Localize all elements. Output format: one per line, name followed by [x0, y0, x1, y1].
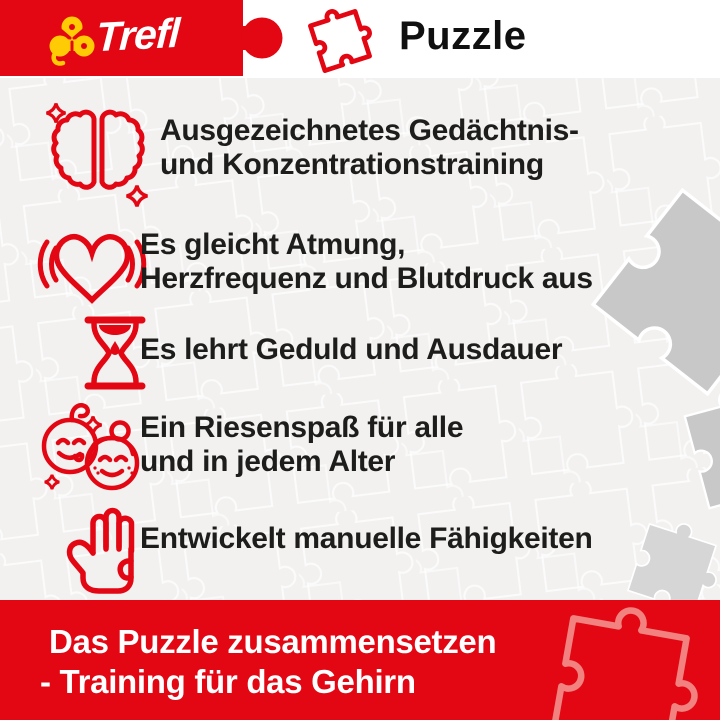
feature-line: Ein Riesenspaß für alle — [140, 411, 464, 444]
banner-line: - Training für das Gehirn — [40, 663, 416, 700]
feature-text-heart — [140, 228, 593, 296]
feature-line: Herzfrequenz und Blutdruck aus — [140, 262, 593, 295]
beating-heart-icon — [33, 223, 151, 305]
gray-piece-large — [593, 172, 720, 407]
feature-text-memory — [160, 114, 579, 182]
bottom-banner — [0, 600, 720, 720]
sparkle-icon — [45, 475, 59, 489]
feature-text-patience — [140, 333, 562, 367]
banner-line: Das Puzzle zusammensetzen — [49, 623, 497, 660]
sparkle-icon — [84, 416, 101, 433]
feature-line: und in jedem Alter — [140, 445, 396, 478]
sparkle-icon — [127, 186, 148, 207]
brain-icon — [43, 99, 148, 209]
banner-text — [40, 622, 496, 702]
banner-puzzle-outline-icon — [500, 600, 720, 720]
logo-wordmark: Trefl — [94, 9, 181, 61]
feature-text-fun — [140, 411, 463, 479]
feature-line: Entwickelt manuelle Fähigkeiten — [140, 522, 593, 555]
child-and-grandma-faces-icon — [36, 394, 148, 498]
product-label: Puzzle — [399, 14, 527, 58]
feature-line: Es gleicht Atmung, — [140, 228, 406, 261]
gray-piece-medium — [681, 374, 720, 508]
feature-line: und Konzentrationstraining — [160, 148, 544, 181]
puzzle-tab-knob — [242, 18, 283, 59]
feature-text-manual-skills — [140, 522, 593, 556]
feature-line: Es lehrt Geduld und Ausdauer — [140, 333, 563, 366]
feature-line: Ausgezeichnetes Gedächtnis- — [160, 114, 579, 147]
puzzle-piece-icon — [306, 5, 374, 73]
header — [0, 0, 720, 78]
